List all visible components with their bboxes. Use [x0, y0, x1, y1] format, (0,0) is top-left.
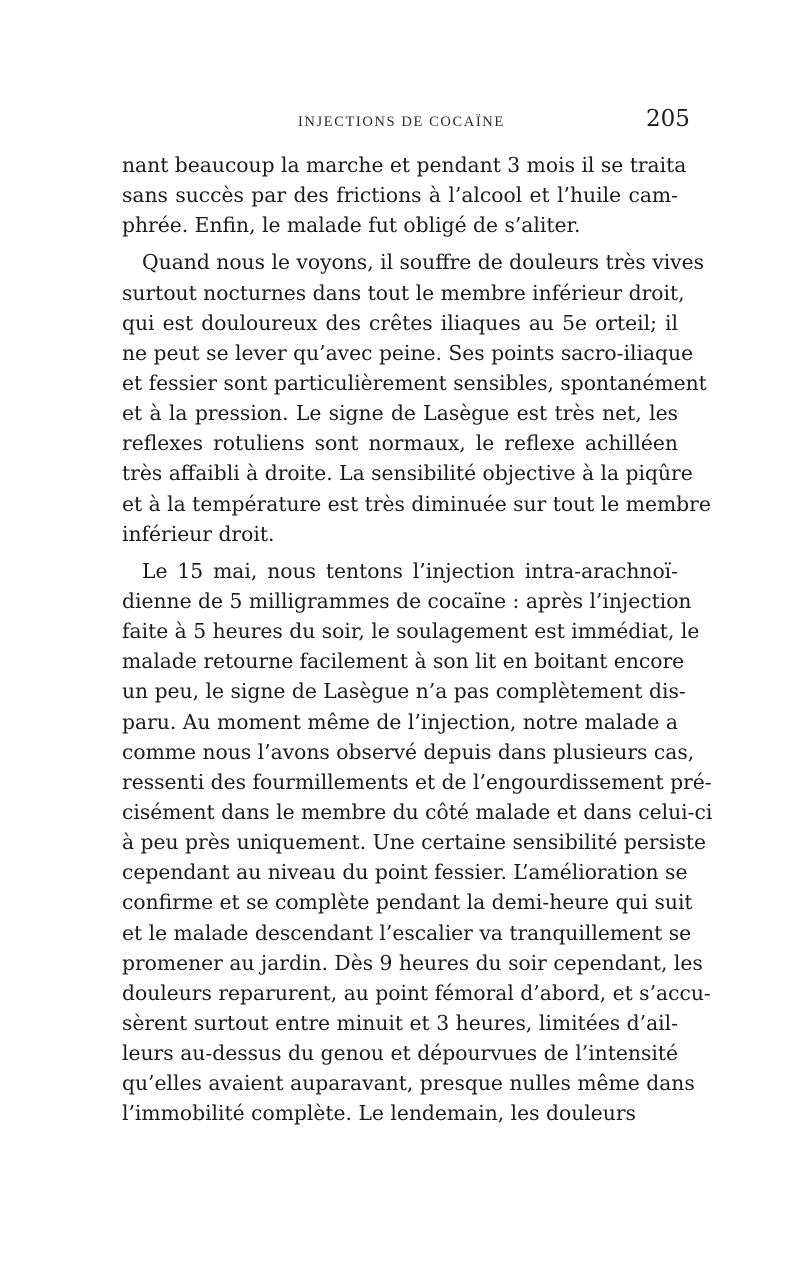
paragraph — [122, 150, 687, 240]
text-line: Le 15 mai, nous tentons l’injection intra-arachnoï- — [142, 558, 678, 583]
text-line: faite à 5 heures du soir, le soulagement est immédiat, le — [122, 619, 700, 644]
text-line: à peu près uniquement. Une certaine sensibilité persiste — [122, 830, 707, 855]
paragraph-gap — [122, 549, 678, 556]
text-line: cisément dans le membre du côté malade et dans celui-ci — [122, 799, 713, 824]
text-line: Quand nous le voyons, il souffre de douleurs très vives — [142, 250, 705, 275]
text-line: comme nous l’avons observé depuis dans plusieurs cas, — [122, 739, 695, 764]
text-line: dienne de 5 milligrammes de cocaïne : après l’injection — [122, 588, 692, 613]
text-line: et fessier sont particulièrement sensibles, spontanément — [122, 370, 707, 395]
text-line: douleurs reparurent, au point fémoral d’abord, et s’accu- — [122, 980, 711, 1005]
paragraph-gap — [122, 240, 678, 247]
running-head — [0, 106, 800, 134]
text-line: qui est douloureux des crêtes iliaques au 5e orteil; il — [122, 310, 678, 335]
page-number: 205 — [646, 106, 690, 132]
text-line: promener au jardin. Dès 9 heures du soir cependant, les — [122, 950, 703, 975]
text-line: cependant au niveau du point fessier. L’amélioration se — [122, 860, 688, 885]
text-line: confirme et se complète pendant la demi-heure qui suit — [122, 890, 693, 915]
text-line: phrée. Enfin, le malade fut obligé de s’aliter. — [122, 213, 581, 238]
text-line: sans succès par des frictions à l’alcool et l’huile cam- — [122, 183, 678, 208]
text-line: ne peut se lever qu’avec peine. Ses points sacro-iliaque — [122, 340, 694, 365]
text-line: sèrent surtout entre minuit et 3 heures, limitées d’ail- — [122, 1010, 678, 1035]
text-line: qu’elles avaient auparavant, presque nulles même dans — [122, 1071, 695, 1096]
text-line: l’immobilité complète. Le lendemain, les douleurs — [122, 1101, 636, 1126]
text-line: très affaibli à droite. La sensibilité objective à la piqûre — [122, 461, 693, 486]
running-title: INJECTIONS DE COCAÏNE — [298, 114, 505, 130]
paragraph — [122, 247, 711, 548]
text-line: reflexes rotuliens sont normaux, le reflexe achilléen — [122, 431, 678, 456]
text-line: et le malade descendant l’escalier va tranquillement se — [122, 920, 692, 945]
text-line: ressenti des fourmillements et de l’engourdissement pré- — [122, 769, 712, 794]
text-line: et à la pression. Le signe de Lasègue est très net, les — [122, 401, 678, 426]
text-line: un peu, le signe de Lasègue n’a pas complètement dis- — [122, 679, 686, 704]
text-line: paru. Au moment même de l’injection, notre malade a — [122, 709, 678, 734]
text-line: surtout nocturnes dans tout le membre inférieur droit, — [122, 280, 685, 305]
text-line: malade retourne facilement à son lit en boitant encore — [122, 649, 685, 674]
text-line: leurs au-dessus du genou et dépourvues de l’intensité — [122, 1041, 678, 1066]
text-line: et à la température est très diminuée sur tout le membre — [122, 491, 711, 516]
body-text — [122, 150, 713, 1129]
paragraph — [122, 556, 713, 1129]
text-line: nant beaucoup la marche et pendant 3 mois il se traita — [122, 153, 687, 177]
text-line: inférieur droit. — [122, 521, 275, 546]
